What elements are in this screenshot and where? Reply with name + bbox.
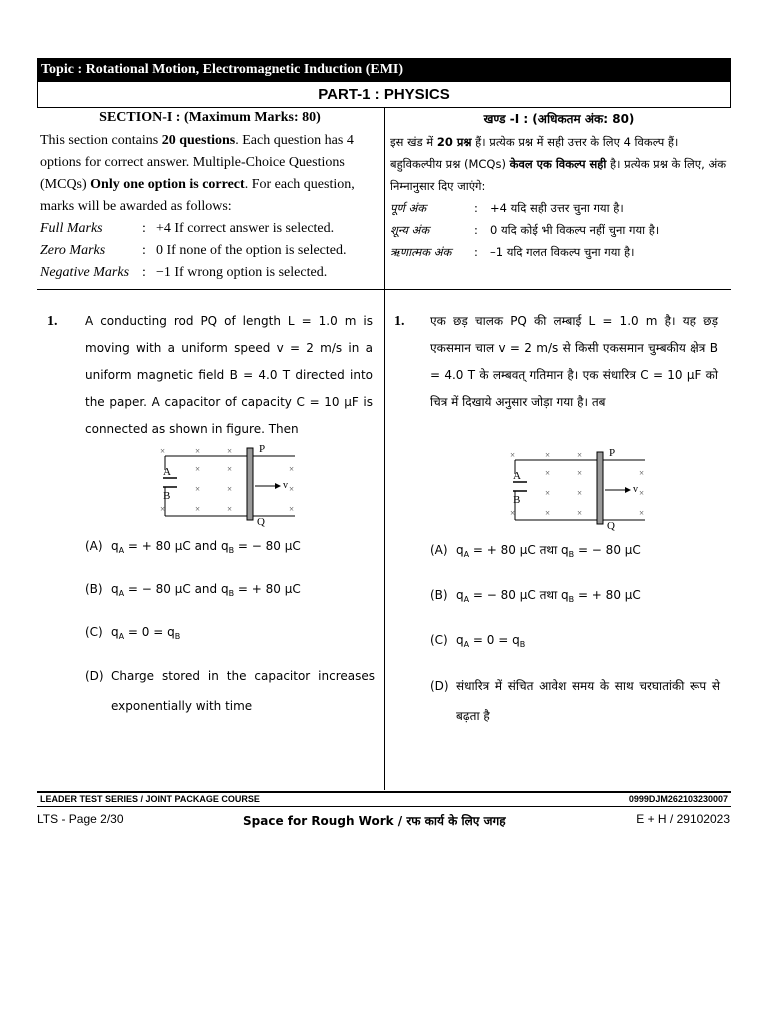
- field-cross: ×: [227, 484, 233, 494]
- marks-label: पूर्ण अंक: [390, 201, 427, 215]
- intro-text: है। प्रत्येक प्रश्न के लिए, अंक निम्नानुसार दिए जाएंगे:: [390, 157, 727, 193]
- section-hi: [390, 110, 728, 263]
- marks-value: −1 If wrong option is selected.: [156, 265, 328, 280]
- field-cross: ×: [195, 504, 201, 514]
- circuit-figure-hi: [505, 446, 655, 532]
- marks-value: +4 यदि सही उत्तर चुना गया है।: [490, 201, 624, 215]
- label-p: P: [609, 447, 616, 459]
- field-cross: ×: [639, 488, 645, 498]
- section-intro-hi: [390, 131, 728, 197]
- field-cross: ×: [545, 468, 551, 478]
- label-b: B: [513, 494, 521, 506]
- column-divider: [384, 108, 385, 790]
- option-label: (D): [430, 679, 449, 693]
- marks-value: 0 If none of the option is selected.: [156, 243, 347, 258]
- field-cross: ×: [510, 508, 516, 518]
- field-cross: ×: [227, 504, 233, 514]
- field-cross: ×: [545, 450, 551, 460]
- option-label: (B): [430, 588, 448, 602]
- option-label: (B): [85, 582, 103, 596]
- label-v: v: [283, 480, 288, 491]
- intro-bold: 20 questions: [161, 133, 236, 148]
- option-text: $q_A$ = + 80 μC तथा $q_B$ = − 80 μC: [456, 543, 641, 559]
- topic-bar: Topic : Rotational Motion, Electromagnetic Induction (EMI): [37, 58, 731, 82]
- marks-sep: :: [142, 243, 146, 258]
- label-a: A: [163, 466, 171, 478]
- field-cross: ×: [195, 484, 201, 494]
- label-p: P: [259, 443, 266, 455]
- option-label: (A): [85, 539, 103, 553]
- circuit-figure-en: [155, 442, 305, 528]
- field-cross: ×: [227, 446, 233, 456]
- marks-label: ऋणात्मक अंक: [390, 245, 452, 259]
- page-number: LTS - Page 2/30: [37, 812, 124, 826]
- label-v: v: [633, 484, 638, 495]
- marks-label: Full Marks: [40, 221, 103, 236]
- label-q: Q: [607, 520, 615, 532]
- marks-row: [40, 262, 380, 284]
- field-cross: ×: [227, 464, 233, 474]
- label-a: A: [513, 470, 521, 482]
- question-number: 1.: [394, 314, 405, 329]
- marks-label: Negative Marks: [40, 265, 130, 280]
- marks-sep: :: [142, 221, 146, 236]
- part-title: PART-1 : PHYSICS: [37, 82, 731, 108]
- intro-text: . For each question, marks will be awarded as follows:: [40, 177, 355, 214]
- field-cross: ×: [289, 464, 295, 474]
- field-cross: ×: [289, 504, 295, 514]
- marks-row: [40, 218, 380, 240]
- option-text: $q_A$ = − 80 μC and $q_B$ = + 80 μC: [111, 582, 301, 598]
- marks-value: –1 यदि गलत विकल्प चुना गया है।: [490, 245, 635, 259]
- rough-work-label: Space for Rough Work / रफ कार्य के लिए जगह: [243, 814, 506, 828]
- option-text: $q_A$ = − 80 μC तथा $q_B$ = + 80 μC: [456, 588, 641, 604]
- option-text: Charge stored in the capacitor increases exponentially with time: [111, 669, 375, 713]
- section-heading-hi: खण्ड -I : (अधिकतम अंक: 80): [483, 112, 635, 126]
- marks-row: [390, 197, 728, 219]
- field-cross: ×: [160, 504, 166, 514]
- option-c[interactable]: [430, 626, 720, 659]
- field-cross: ×: [160, 446, 166, 456]
- question-text-hi: एक छड़ चालक PQ की लम्बाई L = 1.0 m है। यह छड़ एकसमान चाल v = 2 m/s से किसी एकसमान चुम्बकीय क्षेत्र B = 4.0 T के लम्बवत् गतिमान है। एक संधारित्र C = 10 μF को चित्र में दिखाये अनुसार जोड़ा गया है। तब: [430, 314, 718, 409]
- option-b[interactable]: [85, 575, 375, 608]
- field-cross: ×: [577, 488, 583, 498]
- intro-bold: Only one option is correct: [90, 177, 245, 192]
- options-en: [85, 532, 375, 721]
- field-cross: ×: [545, 488, 551, 498]
- option-text: $q_A$ = + 80 μC and $q_B$ = − 80 μC: [111, 539, 301, 555]
- exam-date: E + H / 29102023: [636, 812, 730, 826]
- divider: [730, 82, 731, 108]
- option-d[interactable]: [85, 661, 375, 721]
- section-en: [40, 110, 380, 284]
- field-cross: ×: [577, 450, 583, 460]
- marks-label: Zero Marks: [40, 243, 106, 258]
- section-intro-en: [40, 130, 380, 218]
- option-a[interactable]: [430, 536, 720, 569]
- intro-text: . Each question has 4 options for correct answer. Multiple-Choice Questions (MCQs): [40, 133, 354, 192]
- marks-sep: :: [142, 265, 146, 280]
- intro-text: This section contains: [40, 133, 162, 148]
- option-c[interactable]: [85, 618, 375, 651]
- option-b[interactable]: [430, 581, 720, 614]
- question-text-en: A conducting rod PQ of length L = 1.0 m is moving with a uniform speed v = 2 m/s in a uniform magnetic field B = 4.0 T directed into the paper. A capacitor of capacity C = 10 μF is connected as shown in figure. Then: [85, 314, 373, 436]
- options-hi: [430, 536, 720, 731]
- option-a[interactable]: [85, 532, 375, 565]
- field-cross: ×: [577, 508, 583, 518]
- marks-value: 0 यदि कोई भी विकल्प नहीं चुना गया है।: [490, 223, 660, 237]
- marks-sep: :: [474, 245, 478, 259]
- field-cross: ×: [577, 468, 583, 478]
- divider: [37, 82, 38, 108]
- marks-label: शून्य अंक: [390, 223, 430, 237]
- field-cross: ×: [195, 464, 201, 474]
- field-cross: ×: [639, 508, 645, 518]
- option-label: (C): [85, 625, 103, 639]
- question-number: 1.: [47, 314, 58, 329]
- marks-sep: :: [474, 223, 478, 237]
- field-cross: ×: [639, 468, 645, 478]
- field-cross: ×: [510, 450, 516, 460]
- intro-text: इस खंड में: [390, 135, 437, 149]
- label-b: B: [163, 490, 171, 502]
- marks-value: +4 If correct answer is selected.: [156, 221, 335, 236]
- marks-row: [390, 241, 728, 263]
- option-text: $q_A = 0 = q_B$: [456, 633, 526, 649]
- intro-text: हैं। प्रत्येक प्रश्न में सही उत्तर के लिए 4 विकल्प हैं। बहुविकल्पीय प्रश्न (MCQs): [390, 135, 679, 171]
- option-d[interactable]: [430, 671, 720, 731]
- section-heading-en: SECTION-I : (Maximum Marks: 80): [99, 110, 321, 125]
- marks-row: [40, 240, 380, 262]
- field-cross: ×: [195, 446, 201, 456]
- option-text: $q_A = 0 = q_B$: [111, 625, 181, 641]
- option-label: (C): [430, 633, 448, 647]
- option-label: (A): [430, 543, 448, 557]
- paper-code: 0999DJM262103230007: [628, 794, 728, 804]
- intro-bold: 20 प्रश्न: [436, 135, 472, 149]
- field-cross: ×: [545, 508, 551, 518]
- field-cross: ×: [289, 484, 295, 494]
- marks-sep: :: [474, 201, 478, 215]
- series-label: LEADER TEST SERIES / JOINT PACKAGE COURSE: [40, 794, 260, 804]
- label-q: Q: [257, 516, 265, 528]
- footer-bar: [37, 791, 731, 807]
- marks-row: [390, 219, 728, 241]
- intro-bold: केवल एक विकल्प सही: [509, 157, 607, 171]
- option-label: (D): [85, 669, 104, 683]
- option-text: संधारित्र में संचित आवेश समय के साथ चरघातांकी रूप से बढ़ता है: [456, 679, 720, 723]
